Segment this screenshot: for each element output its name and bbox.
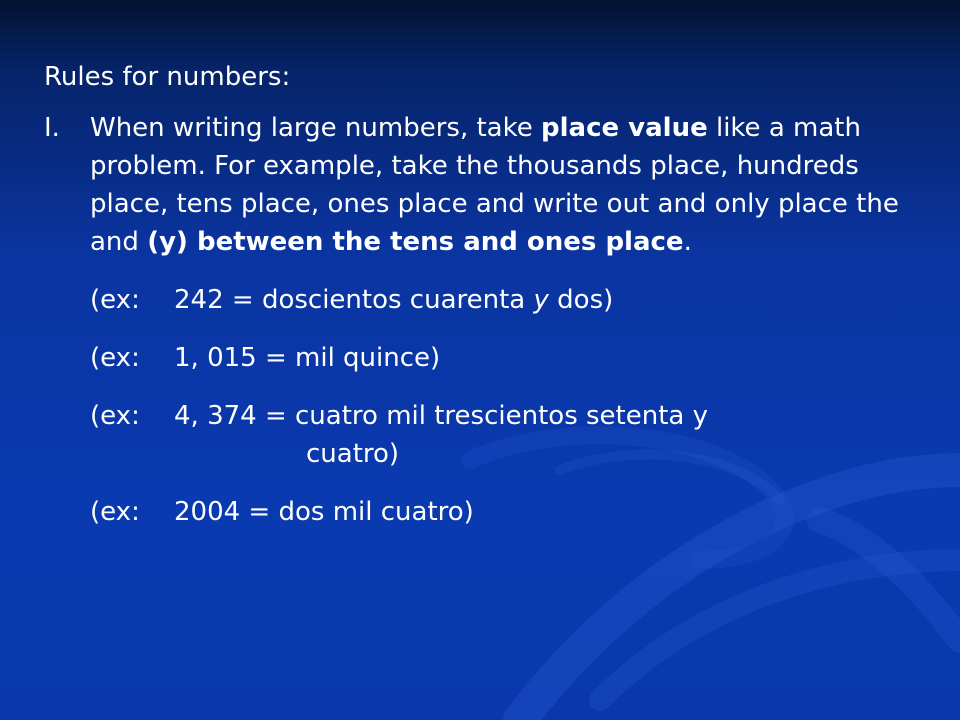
example-prefix: (ex:: [90, 497, 140, 527]
example-prefix: (ex:: [90, 343, 140, 373]
rule-text-part: like a math problem. For example, take the thousands place, hundreds place, tens place, ones place and write out and only place the and: [90, 113, 899, 257]
example-242: [90, 281, 924, 319]
example-italic-y: y: [533, 285, 549, 315]
rule-text: [90, 109, 924, 261]
rule-text-part: .: [683, 227, 692, 257]
example-4374: [90, 397, 924, 473]
rule-one: [44, 109, 924, 261]
example-text: [174, 397, 924, 473]
slide-heading: Rules for numbers:: [44, 62, 291, 92]
rule-emphasis-y-between: (y) between the tens and ones place: [147, 227, 684, 257]
example-text: [174, 281, 924, 319]
example-1015: [90, 339, 924, 377]
example-text: 2004 = dos mil cuatro): [174, 497, 474, 527]
example-text-part: dos): [548, 285, 614, 315]
rule-marker: I.: [44, 113, 60, 143]
rule-text-part: When writing large numbers, take: [90, 113, 541, 143]
example-text-part: 242 = doscientos cuarenta: [174, 285, 534, 315]
example-2004: [90, 493, 924, 531]
example-text-part: 4, 374 = cuatro mil trescientos setenta y: [174, 401, 708, 431]
slide-content: [44, 58, 924, 531]
example-prefix: (ex:: [90, 285, 140, 315]
example-continuation: cuatro): [306, 439, 400, 469]
example-prefix: (ex:: [90, 401, 140, 431]
rule-emphasis-place-value: place value: [541, 113, 708, 143]
example-text: 1, 015 = mil quince): [174, 343, 441, 373]
